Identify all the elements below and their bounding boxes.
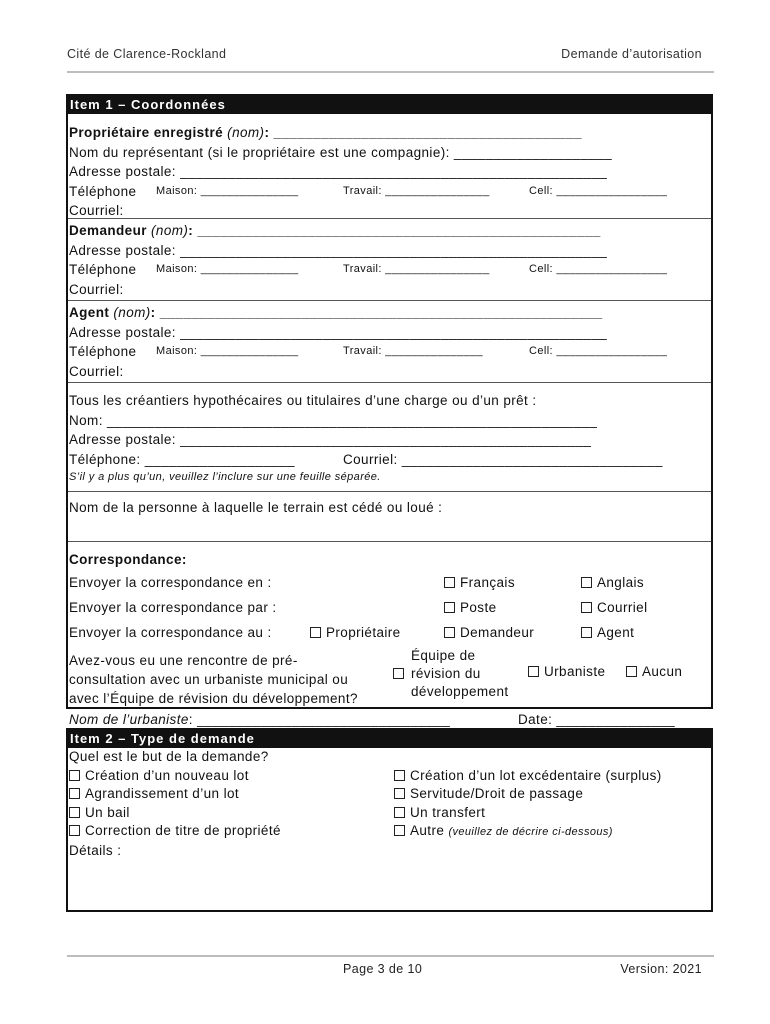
urbaniste-name-row xyxy=(69,710,710,730)
preconsultation-question-line2: consultation avec un urbaniste municipal ou xyxy=(69,671,349,687)
preconsultation-block xyxy=(69,647,710,705)
checkbox-lot-excedentaire[interactable] xyxy=(394,770,405,781)
owner-rep-field[interactable]: Nom du représentant (si le propriétaire est une compagnie): ____________________ xyxy=(69,144,613,160)
checkbox-nouveau-lot[interactable] xyxy=(69,770,80,781)
cede-field[interactable]: Nom de la personne à laquelle le terrain est cédé ou loué : xyxy=(69,500,443,515)
option-aucun-label: Aucun xyxy=(642,663,683,679)
checkbox-demandeur[interactable] xyxy=(444,627,455,638)
language-label: Envoyer la correspondance en : xyxy=(69,574,272,590)
option-anglais-label: Anglais xyxy=(597,574,645,590)
applicant-label: Demandeur xyxy=(69,223,147,238)
preconsultation-question-line3: avec l’Équipe de révision du développement? xyxy=(69,690,358,706)
checkbox-aucun[interactable] xyxy=(626,666,637,677)
agent-email-field[interactable]: Courriel: xyxy=(69,363,124,379)
checkbox-autre[interactable] xyxy=(394,825,405,836)
checkbox-bail[interactable] xyxy=(69,807,80,818)
urbaniste-name-label: Nom de l’urbaniste xyxy=(69,711,189,727)
option-urbaniste[interactable] xyxy=(528,664,605,679)
applicant-name-line[interactable] xyxy=(69,221,710,241)
owner-phone-home[interactable]: Maison: _______________ xyxy=(156,184,299,197)
option-demandeur-label: Demandeur xyxy=(460,624,535,640)
option-transfert[interactable] xyxy=(394,804,662,823)
option-poste[interactable] xyxy=(444,595,497,620)
option-servitude[interactable] xyxy=(394,785,662,804)
creditor-phone-field[interactable]: Téléphone: ___________________ xyxy=(69,451,295,467)
agent-phone-label: Téléphone xyxy=(69,344,137,359)
owner-phone-row xyxy=(69,182,710,202)
header-municipality: Cité de Clarence-Rockland xyxy=(67,47,227,61)
option-autre[interactable] xyxy=(394,822,662,842)
header-rule xyxy=(67,71,714,73)
applicant-nom-field[interactable]: : ___________________________________________________ xyxy=(188,223,601,238)
checkbox-servitude[interactable] xyxy=(394,788,405,799)
details-field[interactable]: Détails : xyxy=(69,842,122,858)
checkbox-poste[interactable] xyxy=(444,602,455,613)
agent-nom-field[interactable]: : ________________________________________________________ xyxy=(150,305,603,320)
item2-question: Quel est le but de la demande? xyxy=(69,749,269,764)
creditors-intro: Tous les créantiers hypothécaires ou titulaires d’une charge ou d’un prêt : xyxy=(69,393,537,408)
footer-rule xyxy=(67,955,714,957)
preconsultation-question xyxy=(69,651,358,708)
agent-phone-home[interactable]: Maison: _______________ xyxy=(156,345,299,357)
request-type-options xyxy=(69,767,710,841)
option-francais-label: Français xyxy=(460,574,515,590)
option-servitude-label: Servitude/Droit de passage xyxy=(410,786,584,801)
checkbox-francais[interactable] xyxy=(444,577,455,588)
applicant-section xyxy=(68,218,711,300)
option-agent-label: Agent xyxy=(597,624,635,640)
owner-email-field[interactable]: Courriel: xyxy=(69,203,124,218)
agent-name-line[interactable] xyxy=(69,303,710,323)
creditor-email-field[interactable]: Courriel: _________________________________ xyxy=(343,451,663,467)
option-aucun[interactable] xyxy=(626,664,682,679)
option-agrandissement[interactable] xyxy=(69,785,281,804)
item2-body xyxy=(68,748,711,860)
owner-address-field[interactable]: Adresse postale: ______________________________________________________ xyxy=(69,164,608,179)
agent-phone-cell[interactable]: Cell: _________________ xyxy=(529,345,668,357)
option-lot-excedentaire-label: Création d’un lot excédentaire (surplus) xyxy=(410,767,662,783)
urbaniste-date-field[interactable]: Date: _______________ xyxy=(518,711,676,727)
applicant-nom: (nom) xyxy=(151,223,189,238)
applicant-email-field[interactable]: Courriel: xyxy=(69,281,124,297)
option-autre-note: (veuillez de décrire ci-dessous) xyxy=(448,826,613,838)
option-equipe-line2: révision du xyxy=(411,665,481,681)
option-lot-excedentaire[interactable] xyxy=(394,767,662,786)
owner-nom: (nom) xyxy=(227,125,265,140)
applicant-phone-label: Téléphone xyxy=(69,262,137,277)
correspondence-language-row xyxy=(69,570,710,595)
applicant-phone-cell[interactable]: Cell: _________________ xyxy=(529,263,668,275)
option-anglais[interactable] xyxy=(581,570,644,595)
checkbox-equipe[interactable] xyxy=(393,668,404,679)
owner-name-line[interactable] xyxy=(69,123,710,143)
owner-section xyxy=(68,114,711,218)
option-urbaniste-label: Urbaniste xyxy=(544,663,606,679)
agent-phone-work[interactable]: Travail: _______________ xyxy=(343,345,484,357)
cede-section xyxy=(68,491,711,541)
applicant-phone-work[interactable]: Travail: ________________ xyxy=(343,263,490,275)
urbaniste-name-field[interactable]: : ________________________________ xyxy=(188,711,451,727)
agent-label: Agent xyxy=(69,305,110,320)
option-equipe-line3: développement xyxy=(411,683,509,699)
creditor-contact-row xyxy=(69,450,710,470)
request-type-left-column xyxy=(69,767,281,841)
option-correction-titre[interactable] xyxy=(69,822,281,841)
applicant-phone-home[interactable]: Maison: _______________ xyxy=(156,263,299,275)
option-nouveau-lot-label: Création d’un nouveau lot xyxy=(85,767,249,783)
owner-phone-cell[interactable]: Cell: _________________ xyxy=(529,184,668,197)
owner-phone-label: Téléphone xyxy=(69,183,137,199)
applicant-phone-row xyxy=(69,260,710,280)
recipient-label: Envoyer la correspondance au : xyxy=(69,624,272,640)
option-courriel[interactable] xyxy=(581,595,647,620)
request-type-right-column xyxy=(394,767,662,842)
item1-title: Item 1 – Coordonnées xyxy=(68,96,711,114)
checkbox-anglais[interactable] xyxy=(581,577,592,588)
option-autre-label: Autre xyxy=(410,823,445,838)
preconsultation-question-line1: Avez-vous eu une rencontre de pré- xyxy=(69,652,298,668)
checkbox-urbaniste[interactable] xyxy=(528,666,539,677)
owner-label: Propriétaire enregistré xyxy=(69,125,224,140)
agent-phone-row xyxy=(69,342,710,362)
option-bail[interactable] xyxy=(69,804,281,823)
checkbox-correction-titre[interactable] xyxy=(69,825,80,836)
checkbox-proprietaire[interactable] xyxy=(310,627,321,638)
agent-nom: (nom) xyxy=(113,305,151,320)
option-equipe[interactable] xyxy=(411,647,509,701)
applicant-address-field[interactable]: Adresse postale: ______________________________________________________ xyxy=(69,242,608,258)
page-number: Page 3 de 10 xyxy=(343,962,423,976)
version-label: Version: 2021 xyxy=(620,962,702,976)
option-nouveau-lot[interactable] xyxy=(69,767,281,786)
option-francais[interactable] xyxy=(444,570,515,595)
option-agrandissement-label: Agrandissement d’un lot xyxy=(85,786,240,801)
option-correction-titre-label: Correction de titre de propriété xyxy=(85,823,281,838)
checkbox-transfert[interactable] xyxy=(394,807,405,818)
checkbox-agrandissement[interactable] xyxy=(69,788,80,799)
option-demandeur[interactable] xyxy=(444,620,534,645)
header-document-title: Demande d’autorisation xyxy=(561,47,702,61)
option-agent[interactable] xyxy=(581,620,634,645)
option-courriel-label: Courriel xyxy=(597,599,648,615)
creditors-note: S’il y a plus qu’un, veuillez l’inclure sur une feuille séparée. xyxy=(69,471,381,483)
item1-box xyxy=(66,94,713,727)
owner-phone-work[interactable]: Travail: ________________ xyxy=(343,184,490,197)
option-poste-label: Poste xyxy=(460,599,497,615)
correspondence-title: Correspondance: xyxy=(69,552,187,567)
agent-address-field[interactable]: Adresse postale: ______________________________________________________ xyxy=(69,324,608,340)
creditor-name-field[interactable]: Nom: ______________________________________________________________ xyxy=(69,412,598,428)
correspondence-method-row xyxy=(69,595,710,620)
item2-box xyxy=(66,728,713,912)
item2-title: Item 2 – Type de demande xyxy=(68,730,711,748)
checkbox-agent[interactable] xyxy=(581,627,592,638)
correspondence-section xyxy=(68,541,711,743)
option-bail-label: Un bail xyxy=(85,804,130,820)
creditor-address-field[interactable]: Adresse postale: ____________________________________________________ xyxy=(69,432,592,447)
option-equipe-line1: Équipe de xyxy=(411,647,476,663)
correspondence-recipient-row xyxy=(69,620,710,645)
agent-section xyxy=(68,300,711,382)
owner-nom-field[interactable]: : _______________________________________ xyxy=(264,125,582,140)
option-proprietaire[interactable] xyxy=(310,620,401,645)
creditors-section xyxy=(68,382,711,491)
option-transfert-label: Un transfert xyxy=(410,804,486,820)
checkbox-courriel[interactable] xyxy=(581,602,592,613)
option-proprietaire-label: Propriétaire xyxy=(326,624,401,640)
method-label: Envoyer la correspondance par : xyxy=(69,599,277,615)
